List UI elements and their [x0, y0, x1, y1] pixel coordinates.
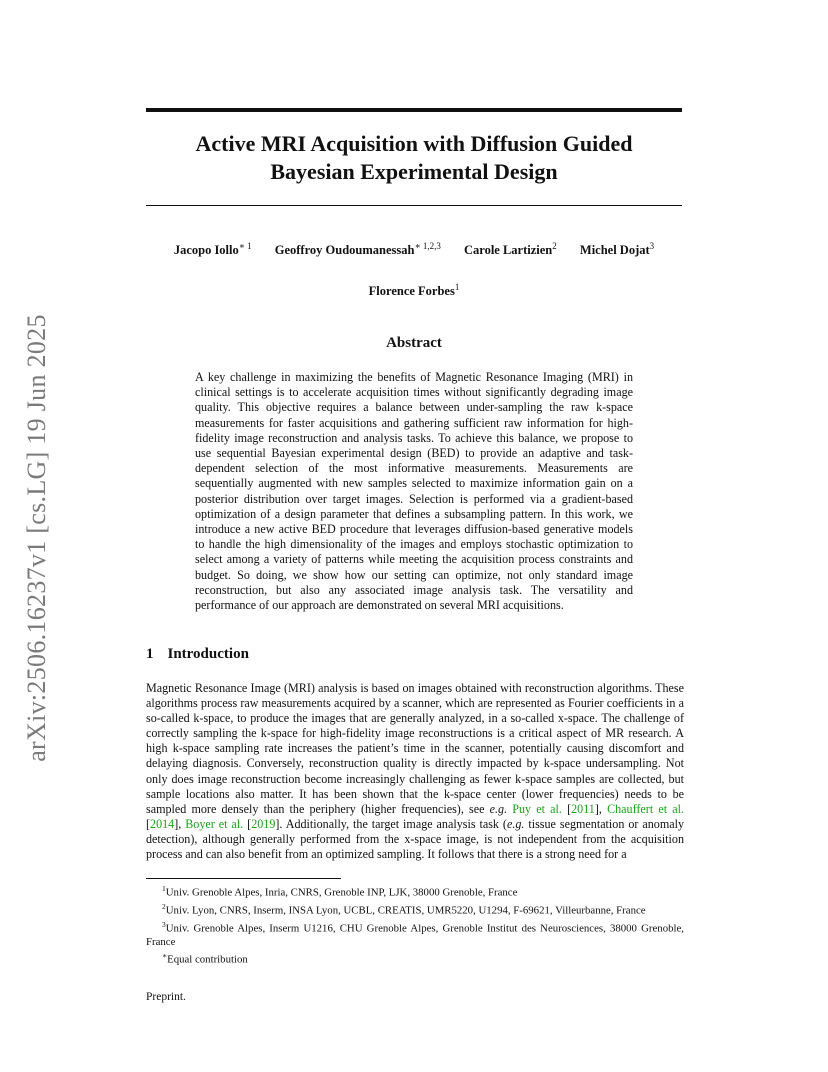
arxiv-identifier-stamp	[22, 300, 52, 775]
footnote: $^3$Univ. Grenoble Alpes, Inserm U1216, CHU Grenoble Alpes, Grenoble Institut des Neurosciences, 38000 Grenoble, France	[146, 919, 684, 948]
citation-year-link[interactable]: 2019	[251, 816, 276, 831]
footnotes	[146, 882, 684, 967]
author-affiliation-mark: 3	[649, 241, 655, 251]
introduction-paragraph: Magnetic Resonance Image (MRI) analysis is based on images obtained with reconstruction algorithms. These algorithms process raw measurements acquired by a scanner, which are represented as Fourier coefficients in a so-called k-space, to produce the images that are generally analyzed, in a so-called x-space. The challenge of correctly sampling the k-space for high-fidelity image reconstructions is a critical aspect of MR research. A high k-space sampling rate increases the patient’s time in the scanner, potentially causing discomfort and delaying diagnosis. Conversely, reconstruction quality is directly impacted by k-space undersampling. Not only does image reconstruction become increasingly challenging as fewer k-space samples are collected, but sample locations also matter. It has been shown that the k-space center (lower frequencies) needs to be sampled more densely than the periphery (higher frequencies), see e.g. Puy et al. [2011], Chauffert et al. [2014], Boyer et al. [2019]. Additionally, the target image analysis task (e.g. tissue segmentation or anomaly detection), although generally performed from the x-space image, is not independent from the acquisition process and can also benefit from an optimized sampling. It follows that there is a strong need for a	[146, 681, 685, 862]
section-heading	[146, 646, 249, 663]
footnote-mark: ∗	[162, 950, 168, 960]
citation-link[interactable]: Chauffert et al.	[607, 801, 684, 816]
citation-year-link[interactable]: 2011	[571, 801, 595, 816]
footnote-mark: 3	[162, 919, 166, 929]
author: Florence Forbes$^1$	[368, 282, 460, 299]
abstract-body: A key challenge in maximizing the benefits of Magnetic Resonance Imaging (MRI) in clinical settings is to accelerate acquisition times without significantly degrading image quality. This objective requires a balance between under-sampling the raw k-space measurements for faster acquisitions and gathering sufficient raw information for high-fidelity image reconstruction and analysis tasks. To achieve this balance, we propose to use sequential Bayesian experimental design (BED) to provide an adaptive and task-dependent selection of the most informative measurements. Measurements are sequentially augmented with new samples selected to maximize information gain on a posterior distribution over target images. Selection is performed via a gradient-based optimization of a design parameter that defines a subsampling pattern. In this work, we introduce a new active BED procedure that leverages diffusion-based generative models to handle the high dimensionality of the images and employs stochastic optimization to select among a variety of patterns while meeting the acquisition process constraints and budget. So doing, we show how our setting can optimize, not only standard image reconstruction, but also any associated image analysis task. The versatility and performance of our approach are demonstrated on several MRI acquisitions.	[195, 370, 633, 613]
author: Jacopo Iollo$^{∗ 1}$	[173, 241, 252, 258]
section-number: 1	[146, 646, 154, 662]
abstract-heading: Abstract	[386, 335, 442, 351]
preprint-label: Preprint.	[146, 991, 186, 1003]
author: Geoffroy Oudoumanessah$^{∗ 1,2,3}$	[274, 241, 441, 258]
footnote: $^1$Univ. Grenoble Alpes, Inria, CNRS, Grenoble INP, LJK, 38000 Grenoble, France	[162, 884, 518, 899]
author-affiliation-mark: 2	[552, 241, 557, 251]
footnote: $^2$Univ. Lyon, CNRS, Inserm, INSA Lyon, UCBL, CREATIS, UMR5220, U1294, F-69621, Villeurbanne, France	[162, 901, 646, 917]
author: Carole Lartizien$^2$	[463, 241, 557, 258]
footnote: ∗Equal contribution	[162, 950, 248, 966]
footnote-rule	[146, 878, 341, 879]
author-affiliation-mark: ∗ 1	[238, 241, 252, 251]
author-list	[146, 241, 682, 258]
citation-link[interactable]: Boyer et al.	[185, 816, 244, 831]
title-top-rule	[146, 108, 682, 112]
citation-year-link[interactable]: 2014	[150, 816, 175, 831]
author-affiliation-mark: ∗ 1,2,3	[414, 241, 441, 251]
section-title: Introduction	[167, 646, 249, 662]
arxiv-identifier-text: arXiv:2506.16237v1 [cs.LG] 19 Jun 2025	[22, 313, 51, 762]
footnote-mark: 1	[162, 884, 166, 893]
footnote-mark: 2	[162, 901, 166, 911]
author: Michel Dojat$^3$	[579, 241, 655, 258]
author-affiliation-mark: 1	[454, 282, 460, 292]
citation-link[interactable]: Puy et al.	[512, 801, 562, 816]
paper-title-line-2: Bayesian Experimental Design	[270, 159, 558, 184]
paper-title	[146, 130, 682, 186]
title-bottom-rule	[146, 205, 682, 206]
paper-title-line-1: Active MRI Acquisition with Diffusion Guided	[195, 131, 633, 156]
